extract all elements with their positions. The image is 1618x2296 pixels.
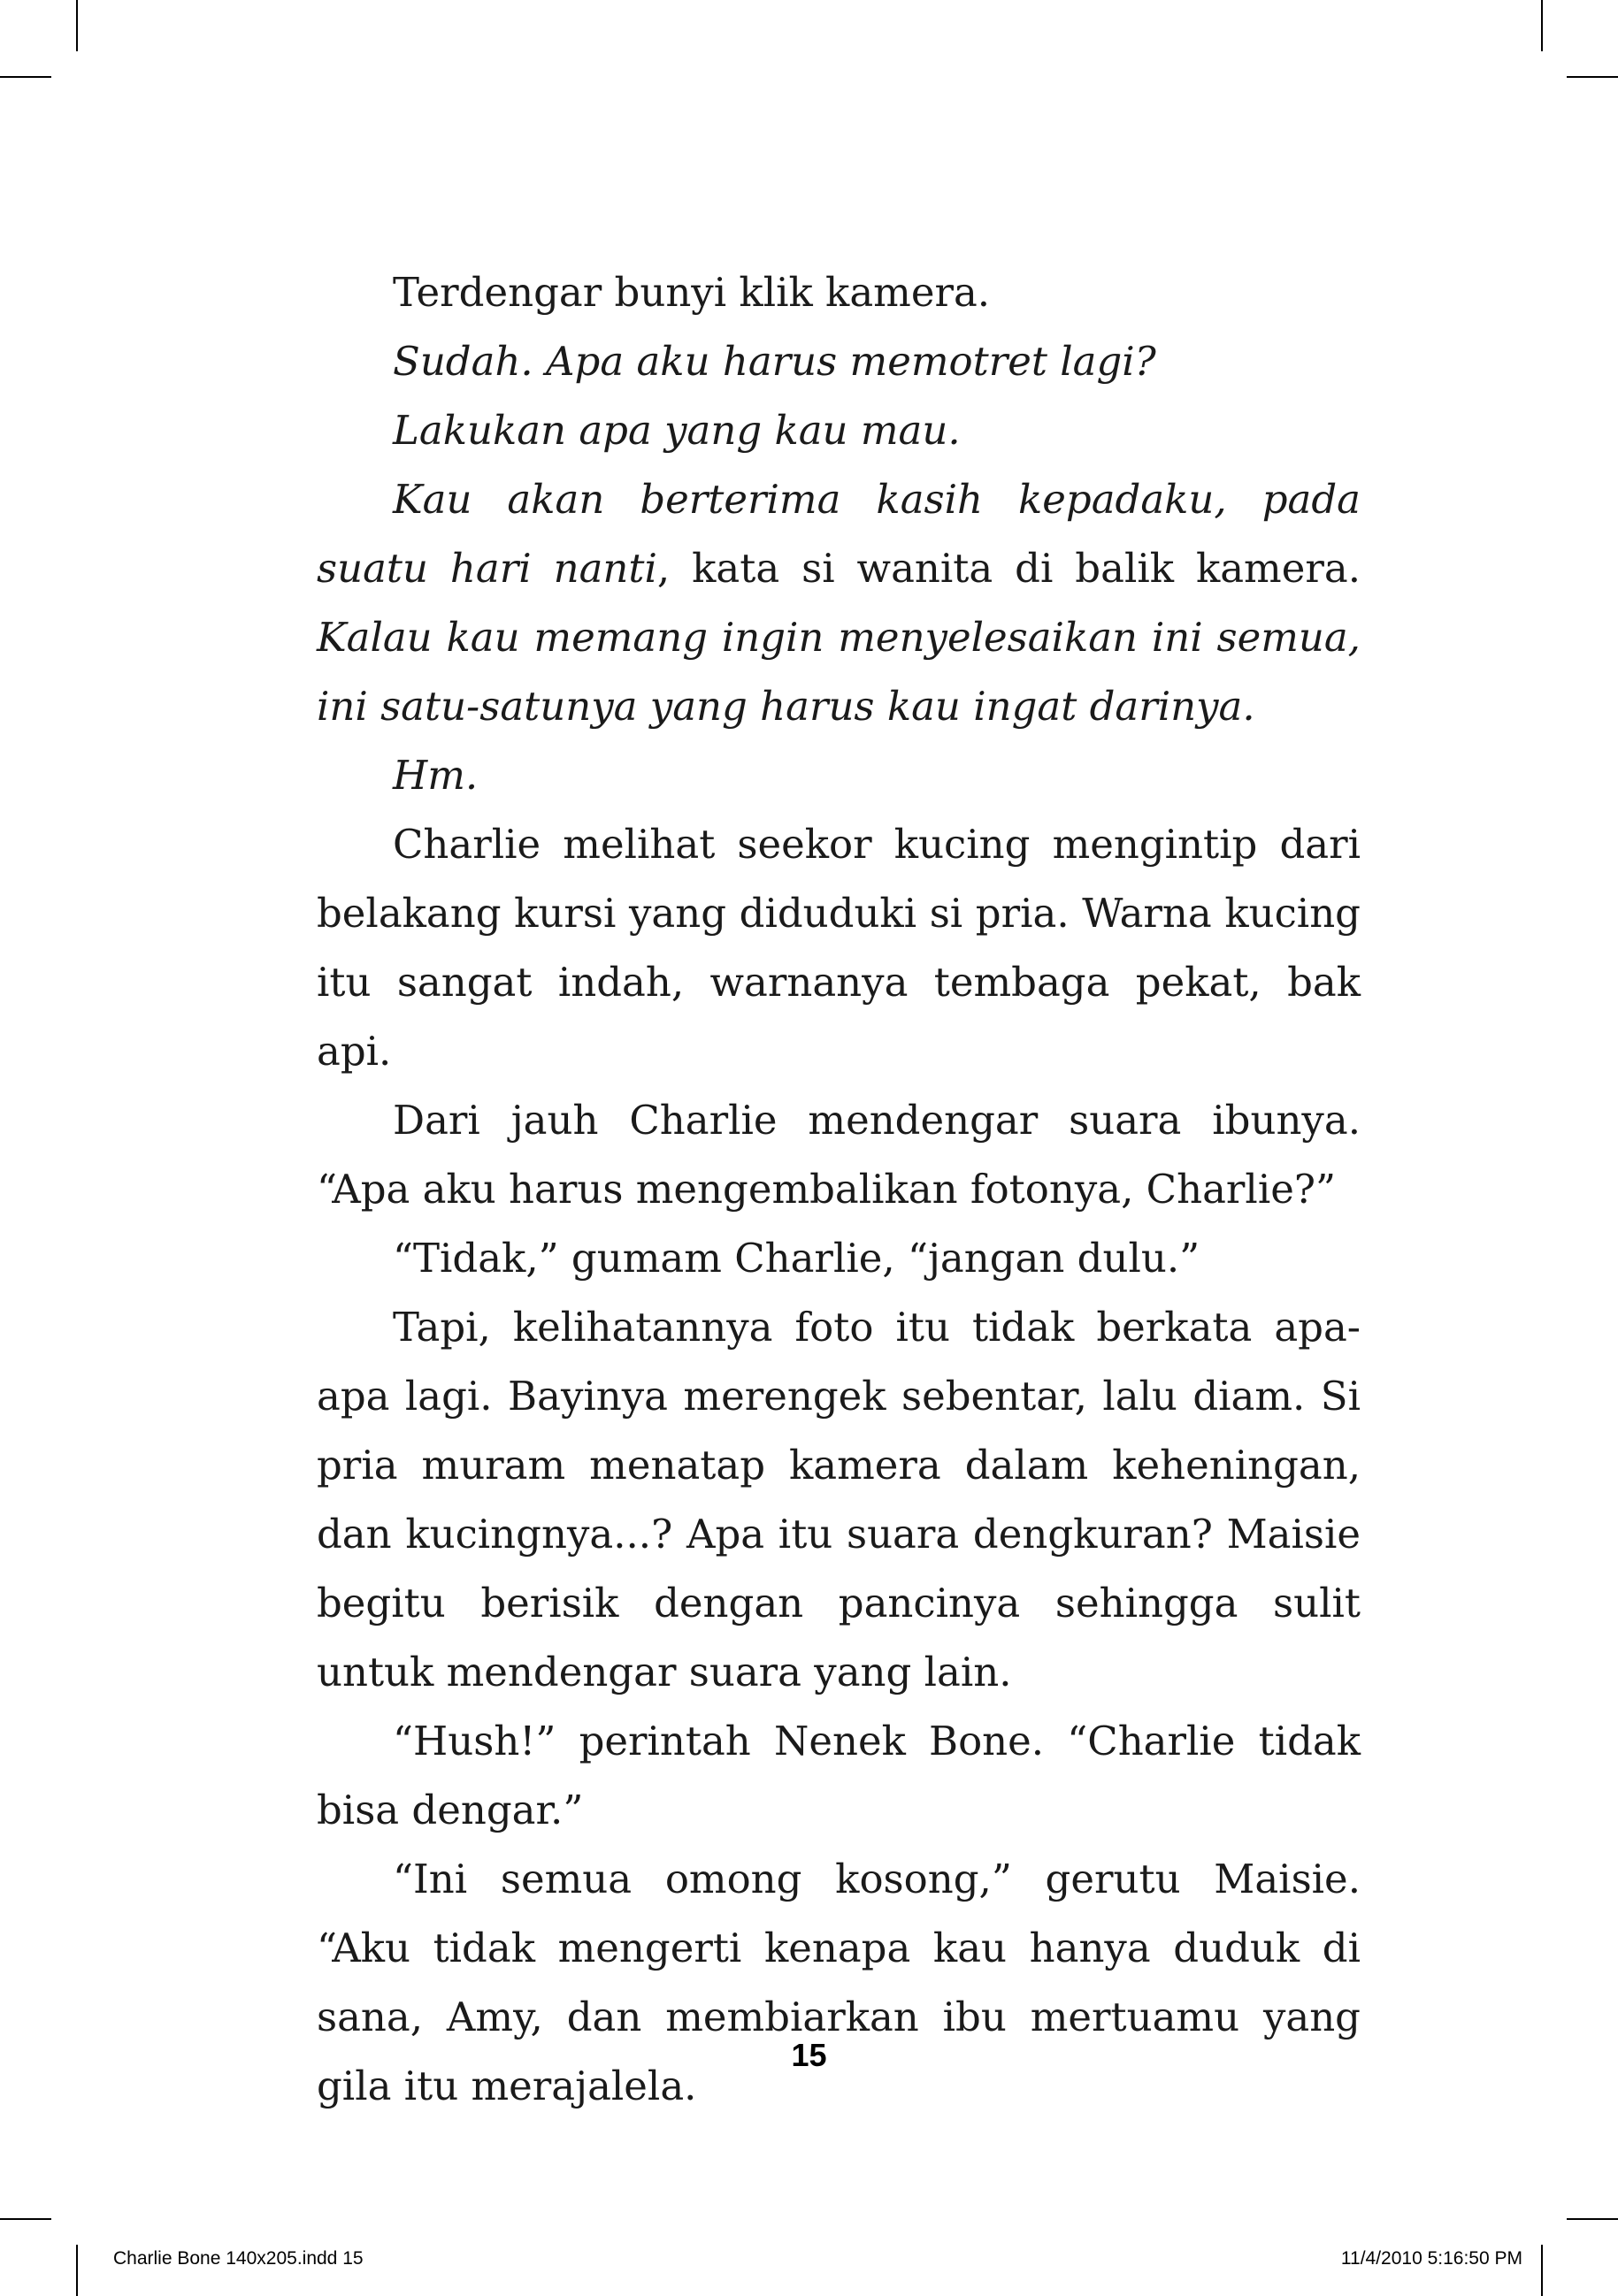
paragraph — [317, 741, 1361, 810]
crop-mark — [76, 2245, 78, 2296]
crop-mark — [1567, 2218, 1618, 2220]
crop-mark — [76, 0, 78, 51]
page-body — [317, 258, 1361, 2121]
italic-text: Lakukan apa yang kau mau. — [393, 407, 961, 454]
crop-mark — [1567, 76, 1618, 78]
paragraph — [317, 396, 1361, 465]
paragraph: Dari jauh Charlie mendengar suara ibunya. “Apa aku harus mengembalikan fotonya, Charlie?” — [317, 1097, 1361, 1213]
paragraph: Tapi, kelihatannya foto itu tidak berkata apa-apa lagi. Bayinya merengek sebentar, lalu diam. Si pria muram menatap kamera dalam keheningan, dan kucingnya...? Apa itu suara dengkuran? Maisie begitu berisik dengan pancinya sehingga sulit untuk mendengar suara yang lain. — [317, 1304, 1361, 1695]
paragraph: “Hush!” perintah Nenek Bone. “Charlie tidak bisa dengar.” — [317, 1718, 1361, 1833]
page-number: 15 — [791, 2037, 827, 2073]
italic-text: Hm. — [393, 752, 479, 799]
crop-mark — [1541, 0, 1543, 51]
paragraph: Charlie melihat seekor kucing mengintip dari belakang kursi yang diduduki si pria. Warna kucing itu sangat indah, warnanya tembaga pekat, bak api. — [317, 821, 1361, 1075]
italic-text: Kalau kau memang ingin menyelesaikan ini semua, ini satu-satunya yang harus kau ingat darinya. — [317, 614, 1361, 730]
slug-timestamp: 11/4/2010 5:16:50 PM — [1340, 2248, 1522, 2269]
crop-mark — [0, 76, 51, 78]
slug-filename: Charlie Bone 140x205.indd 15 — [113, 2248, 364, 2269]
paragraph: “Ini semua omong kosong,” gerutu Maisie. “Aku tidak mengerti kenapa kau hanya duduk di sana, Amy, dan membiarkan ibu mertuamu yang gila itu merajalela. — [317, 1856, 1361, 2109]
italic-text: Sudah. Apa aku harus memotret lagi? — [393, 338, 1156, 385]
italic-text: Kau akan berterima kasih kepadaku, pada suatu hari nanti — [317, 476, 1361, 592]
paragraph — [317, 465, 1361, 741]
paragraph: “Tidak,” gumam Charlie, “jangan dulu.” — [393, 1235, 1200, 1282]
roman-text: , kata si wanita di balik kamera. — [656, 545, 1361, 592]
paragraph — [317, 327, 1361, 396]
crop-mark — [1541, 2245, 1543, 2296]
paragraph: Terdengar bunyi klik kamera. — [393, 269, 991, 316]
crop-mark — [0, 2218, 51, 2220]
